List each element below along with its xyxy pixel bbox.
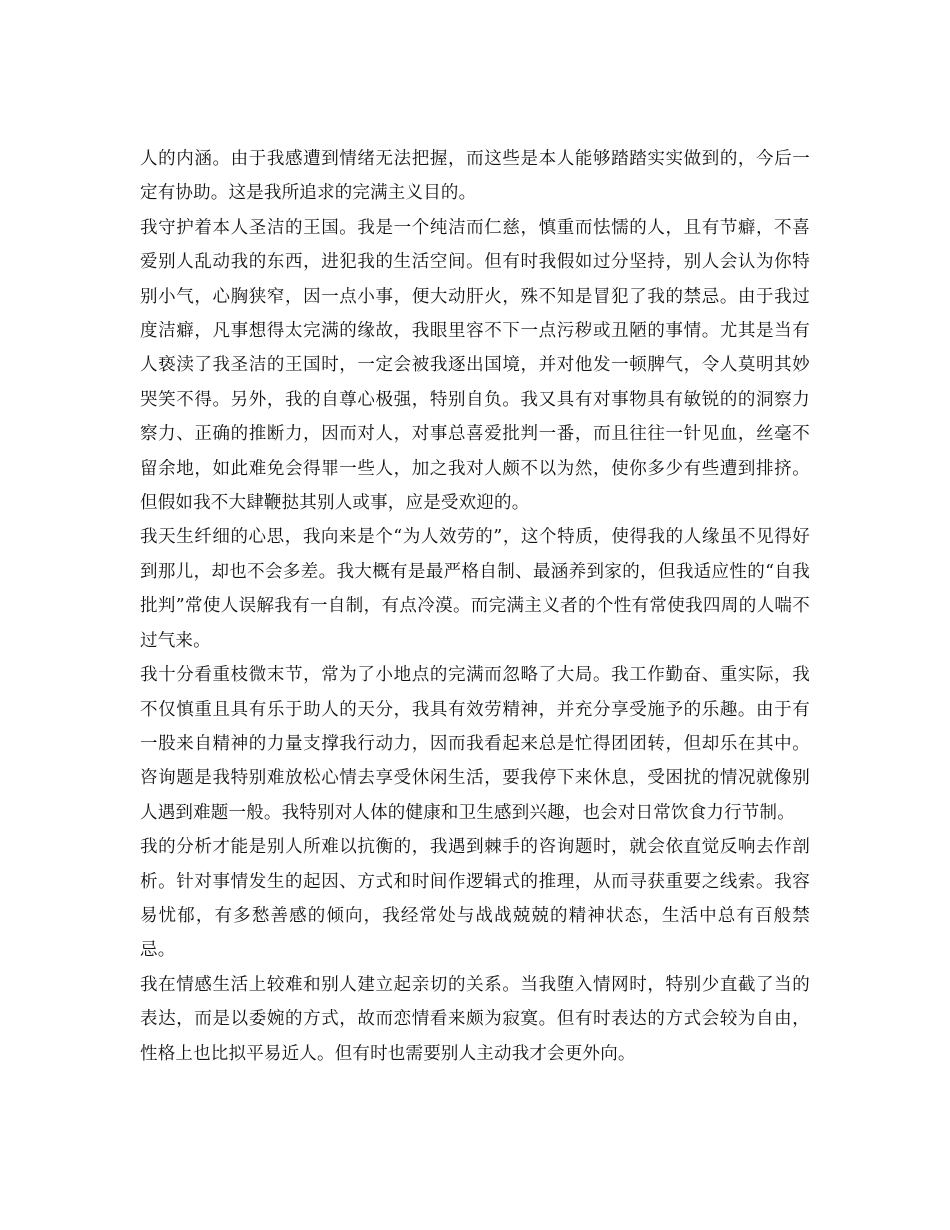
- paragraph-5: 我的分析才能是别人所难以抗衡的，我遇到棘手的咨询题时，就会依直觉反响去作剖析。针对事情发生的起因、方式和时间作逻辑式的推理，从而寻获重要之线索。我容易忧郁，有多愁善感的倾向，我经常处与战战兢兢的精神状态，生活中总有百般禁忌。: [140, 837, 810, 961]
- paragraph-1: 人的内涵。由于我感遭到情绪无法把握，而这些是本人能够踏踏实实做到的，今后一定有协助。这是我所追求的完满主义目的。: [140, 149, 810, 204]
- document-page: [140, 142, 810, 1071]
- paragraph-4: 我十分看重枝微末节，常为了小地点的完满而忽略了大局。我工作勤奋、重实际，我不仅慎重且具有乐于助人的天分，我具有效劳精神，并充分享受施予的乐趣。由于有一股来自精神的力量支撑我行动力，因而我看起来总是忙得团团转，但却乐在其中。咨询题是我特别难放松心情去享受休闲生活，要我停下来休息，受困扰的情况就像别人遇到难题一般。我特别对人体的健康和卫生感到兴趣，也会对日常饮食力行节制。: [140, 665, 810, 823]
- paragraph-6: 我在情感生活上较难和别人建立起亲切的关系。当我堕入情网时，特别少直截了当的表达，而是以委婉的方式，故而恋情看来颇为寂寞。但有时表达的方式会较为自由，性格上也比拟平易近人。但有时也需要别人主动我才会更外向。: [140, 974, 810, 1064]
- paragraph-3: 我天生纤细的心思，我向来是个“为人效劳的”，这个特质，使得我的人缘虽不见得好到那儿，却也不会多差。我大概有是最严格自制、最涵养到家的，但我适应性的“自我批判”常使人误解我有一自制，有点冷漠。而完满主义者的个性有常使我四周的人喘不过气来。: [140, 527, 810, 651]
- paragraph-2: 我守护着本人圣洁的王国。我是一个纯洁而仁慈，慎重而怯懦的人，且有节癖，不喜爱别人乱动我的东西，进犯我的生活空间。但有时我假如过分坚持，别人会认为你特别小气，心胸狭窄，因一点小事，便大动肝火，殊不知是冒犯了我的禁忌。由于我过度洁癖，凡事想得太完满的缘故，我眼里容不下一点污秽或丑陋的事情。尤其是当有人亵渎了我圣洁的王国时，一定会被我逐出国境，并对他发一顿脾气，令人莫明其妙哭笑不得。另外，我的自尊心极强，特别自负。我又具有对事物具有敏锐的的洞察力察力、正确的推断力，因而对人，对事总喜爱批判一番，而且往往一针见血，丝毫不留余地，如此难免会得罪一些人，加之我对人颇不以为然，使你多少有些遭到排挤。但假如我不大肆鞭挞其别人或事，应是受欢迎的。: [140, 217, 810, 514]
